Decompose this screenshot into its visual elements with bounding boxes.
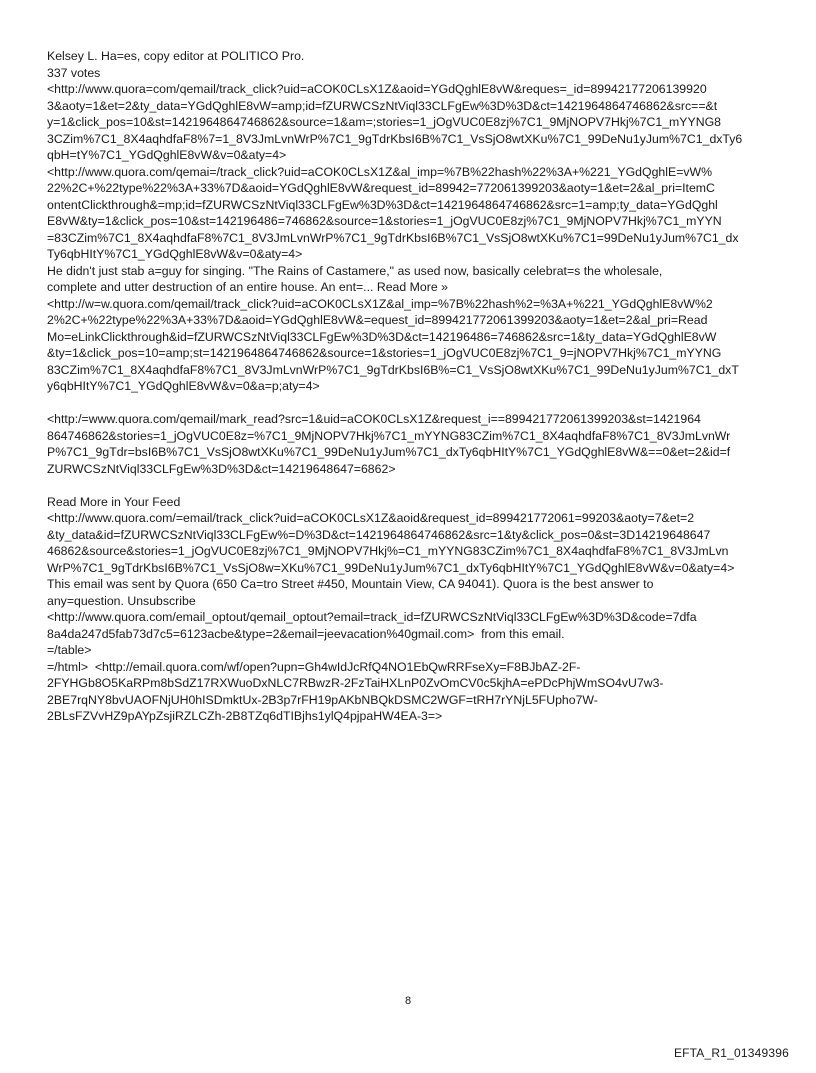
- text-line: complete and utter destruction of an entire house. An ent=... Read More »: [47, 280, 448, 294]
- document-body: [47, 48, 775, 725]
- text-line: =83CZim%7C1_8X4aqhdfaF8%7C1_8V3JmLvnWrP%7C1_9gTdrKbsI6B%7C1_VsSjO8wtXKu%7C1=99DeNu1yJum%7C1_dx: [47, 230, 739, 245]
- text-line: 2BE7rqNY8bvUAOFNjUH0hISDmktUx-2B3p7rFH19pAKbNBQkDSMC2WGF=tRH7rYNjL5FUpho7W-: [47, 692, 598, 707]
- text-line: =/html> <http://email.quora.com/wf/open?upn=Gh4wIdJcRfQ4NO1EbQwRRFseXy=F8BJbAZ-2F-: [47, 659, 581, 674]
- text-line: <http://www.quora=com/qemail/track_click?uid=aCOK0CLsX1Z&aoid=YGdQghlE8vW&reques=_id=89942177206139920: [47, 82, 707, 96]
- text-line: y6qbHItY%7C1_YGdQghlE8vW&v=0&a=p;aty=4>: [47, 379, 320, 393]
- text-line: 2FYHGb8O5KaRPm8bSdZ17RXWuoDxNLC7RBwzR-2FzTaiHXLnP0ZvOmCV0c5kjhA=ePDcPhjWmSO4vU7w3-: [47, 676, 664, 690]
- text-line: =/table>: [47, 643, 92, 657]
- text-line: Kelsey L. Ha=es, copy editor at POLITICO Pro.: [47, 49, 305, 63]
- text-line: 864746862&stories=1_jOgVUC0E8z=%7C1_9MjNOPV7Hkj%7C1_mYYNG83CZim%7C1_8X4aqhdfaF8%7C1_8V3JmLvnWr: [47, 428, 731, 443]
- text-line: P%7C1_9gTdr=bsI6B%7C1_VsSjO8wtXKu%7C1_99DeNu1yJum%7C1_dxTy6qbHItY%7C1_YGdQghlE8vW&==0&et=2&id=f: [47, 445, 731, 459]
- text-line: ontentClickthrough&=mp;id=fZURWCSzNtViql33CLFgEw%3D%3D&ct=1421964864746862&src=1=amp;ty_data=YGdQghl: [47, 197, 718, 212]
- text-line: 3CZim%7C1_8X4aqhdfaF8%7=1_8V3JmLvnWrP%7C1_9gTdrKbsI6B%7C1_VsSjO8wtXKu%7C1_99DeNu1yJum%7C1_dxTy6: [47, 131, 743, 146]
- text-line: qbH=tY%7C1_YGdQghlE8vW&v=0&aty=4>: [47, 148, 287, 162]
- text-line: any=question. Unsubscribe: [47, 593, 196, 608]
- text-line: E8vW&ty=1&click_pos=10&st=142196486=746862&source=1&stories=1_jOgVUC0E8zj%7C1_9MjNOPV7Hkj%7C1_mYYN: [47, 214, 722, 228]
- text-line: <http://w=w.quora.com/qemail/track_click?uid=aCOK0CLsX1Z&al_imp=%7B%22hash%2=%3A+%221_YGdQghlE8vW%2: [47, 296, 713, 311]
- text-line: &ty_data&id=fZURWCSzNtViql33CLFgEw%=D%3D&ct=1421964864746862&src=1&ty&click_pos=0&st=3D14219648647: [47, 527, 711, 542]
- text-line: He didn't just stab a=guy for singing. "The Rains of Castamere," as used now, basically celebrat=s the wholesale,: [47, 263, 663, 278]
- bates-number: EFTA_R1_01349396: [673, 1046, 789, 1060]
- text-line: 46862&source&stories=1_jOgVUC0E8zj%7C1_9MjNOPV7Hkj%=C1_mYYNG83CZim%7C1_8X4aqhdfaF8%7C1_8V3JmLvn: [47, 544, 729, 558]
- text-line: WrP%7C1_9gTdrKbsI6B%7C1_VsSjO8w=XKu%7C1_99DeNu1yJum%7C1_dxTy6qbHItY%7C1_YGdQghlE8vW&v=0&aty=4>: [47, 560, 735, 575]
- text-line: <http://www.quora.com/=email/track_click?uid=aCOK0CLsX1Z&aoid&request_id=899421772061=99203&aoty=7&et=2: [47, 511, 695, 525]
- text-line: Read More in Your Feed: [47, 494, 181, 509]
- text-line: &ty=1&click_pos=10=amp;st=1421964864746862&source=1&stories=1_jOgVUC0E8zj%7C1_9=jNOPV7Hkj%7C1_mYYNG: [47, 346, 722, 360]
- text-line: 2%2C+%22type%22%3A+33%7D&aoid=YGdQghlE8vW&=equest_id=899421772061399203&aoty=1&et=2&al_pri=Read: [47, 313, 708, 327]
- text-line: Ty6qbHItY%7C1_YGdQghlE8vW&v=0&aty=4>: [47, 247, 303, 261]
- text-line: <http://www.quora.com/email_optout/qemail_optout?email=track_id=fZURWCSzNtViql33CLFgEw%3D%3D&code=7dfa: [47, 610, 697, 624]
- text-line: This email was sent by Quora (650 Ca=tro Street #450, Mountain View, CA 94041). Quora is the best answer to: [47, 577, 654, 591]
- text-line: 3&aoty=1&et=2&ty_data=YGdQghlE8vW=amp;id=fZURWCSzNtViql33CLFgEw%3D%3D&ct=1421964864746862&src==&t: [47, 98, 718, 113]
- text-line: <http:/=www.quora.com/qemail/mark_read?src=1&uid=aCOK0CLsX1Z&request_i==899421772061399203&st=1421964: [47, 412, 701, 426]
- text-line: 337 votes: [47, 65, 101, 80]
- text-line: 22%2C+%22type%22%3A+33%7D&aoid=YGdQghlE8vW&request_id=89942=772061399203&aoty=1&et=2&al_pri=ItemC: [47, 181, 715, 195]
- text-line: Mo=eLinkClickthrough&id=fZURWCSzNtViql33CLFgEw%3D%3D&ct=142196486=746862&src=1&ty_data=YGdQghlE8vW: [47, 329, 717, 344]
- text-line: <http://www.quora.com/qemai=/track_click?uid=aCOK0CLsX1Z&al_imp=%7B%22hash%22%3A+%221_YGdQghlE=vW%: [47, 164, 713, 179]
- text-line: 83CZim%7C1_8X4aqhdfaF8%7C1_8V3JmLvnWrP%7C1_9gTdrKbsI6B%=C1_VsSjO8wtXKu%7C1_99DeNu1yJum%7C1_dxT: [47, 362, 739, 377]
- page-number: 8: [404, 995, 412, 1007]
- blank-line: [47, 477, 775, 494]
- blank-line: [47, 395, 775, 412]
- text-line: 2BLsFZVvHZ9pAYpZsjiRZLCZh-2B8TZq6dTIBjhs1ylQ4pjpaHW4EA-3=>: [47, 709, 443, 723]
- text-line: 8a4da247d5fab73d7c5=6123acbe&type=2&email=jeevacation%40gmail.com> from this email.: [47, 626, 565, 641]
- text-line: y=1&click_pos=10&st=1421964864746862&source=1&am=;stories=1_jOgVUC0E8zj%7C1_9MjNOPV7Hkj%7C1_mYYNG8: [47, 115, 721, 129]
- text-line: ZURWCSzNtViql33CLFgEw%3D%3D&ct=14219648647=6862>: [47, 461, 396, 476]
